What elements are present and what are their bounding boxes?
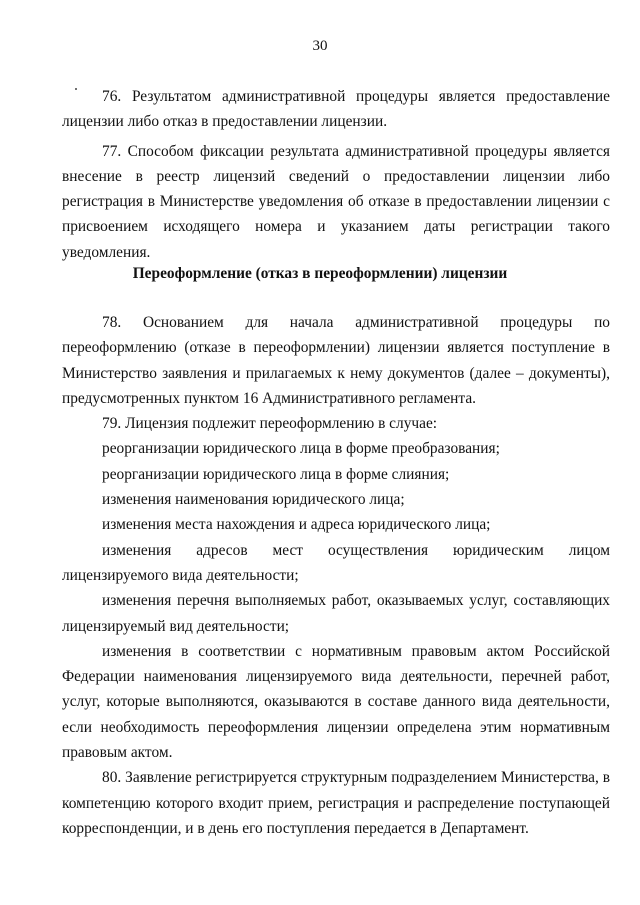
list-item: реорганизации юридического лица в форме слияния; xyxy=(102,465,450,483)
paragraph-79: 79. Лицензия подлежит переоформлению в случае: xyxy=(102,415,438,433)
page-number: 30 xyxy=(312,38,328,54)
list-item: изменения наименования юридического лица; xyxy=(102,491,405,509)
paragraph-76: 76. Результатом административной процедуры является предоставление лицензии либо отказ в предоставлении лицензии. xyxy=(62,88,610,131)
paragraph-80: 80. Заявление регистрируется структурным подразделением Министерства, в компетенцию которого входит прием, регистрация и распределение поступающей корреспонденции, и в день его поступления передается в Департамент. xyxy=(62,769,610,837)
section-licensing-result xyxy=(62,84,610,265)
list-item: изменения в соответствии с нормативным правовым актом Российской Федерации наименования лицензируемого вида деятельности, перечней работ, услуг, которые выполняются, оказываются в составе данного вида деятельности, если необходимость переоформления лицензии определена этим нормативным правовым актом. xyxy=(62,642,610,762)
section-reissue xyxy=(62,310,610,841)
paragraph-77: 77. Способом фиксации результата административной процедуры является внесение в реестр лицензий сведений о предоставлении лицензии либо регистрация в Министерстве уведомления об отказе в предоставлении лицензии с присвоением исходящего номера и указанием даты регистрации такого уведомления. xyxy=(62,142,610,261)
list-item: изменения перечня выполняемых работ, оказываемых услуг, составляющих лицензируемый вид деятельности; xyxy=(62,592,610,635)
list-item: изменения адресов мест осуществления юридическим лицом лицензируемого вида деятельности; xyxy=(62,541,610,584)
paragraph-78: 78. Основанием для начала административной процедуры по переоформлению (отказе в переоформлении) лицензии является поступление в Министерство заявления и прилагаемых к нему документов (далее – документы), предусмотренных пунктом 16 Административного регламента. xyxy=(62,314,610,407)
section-heading: Переоформление (отказ в переоформлении) лицензии xyxy=(132,265,508,282)
list-item: изменения места нахождения и адреса юридического лица; xyxy=(102,516,491,534)
list-item: реорганизации юридического лица в форме преобразования; xyxy=(102,440,500,458)
